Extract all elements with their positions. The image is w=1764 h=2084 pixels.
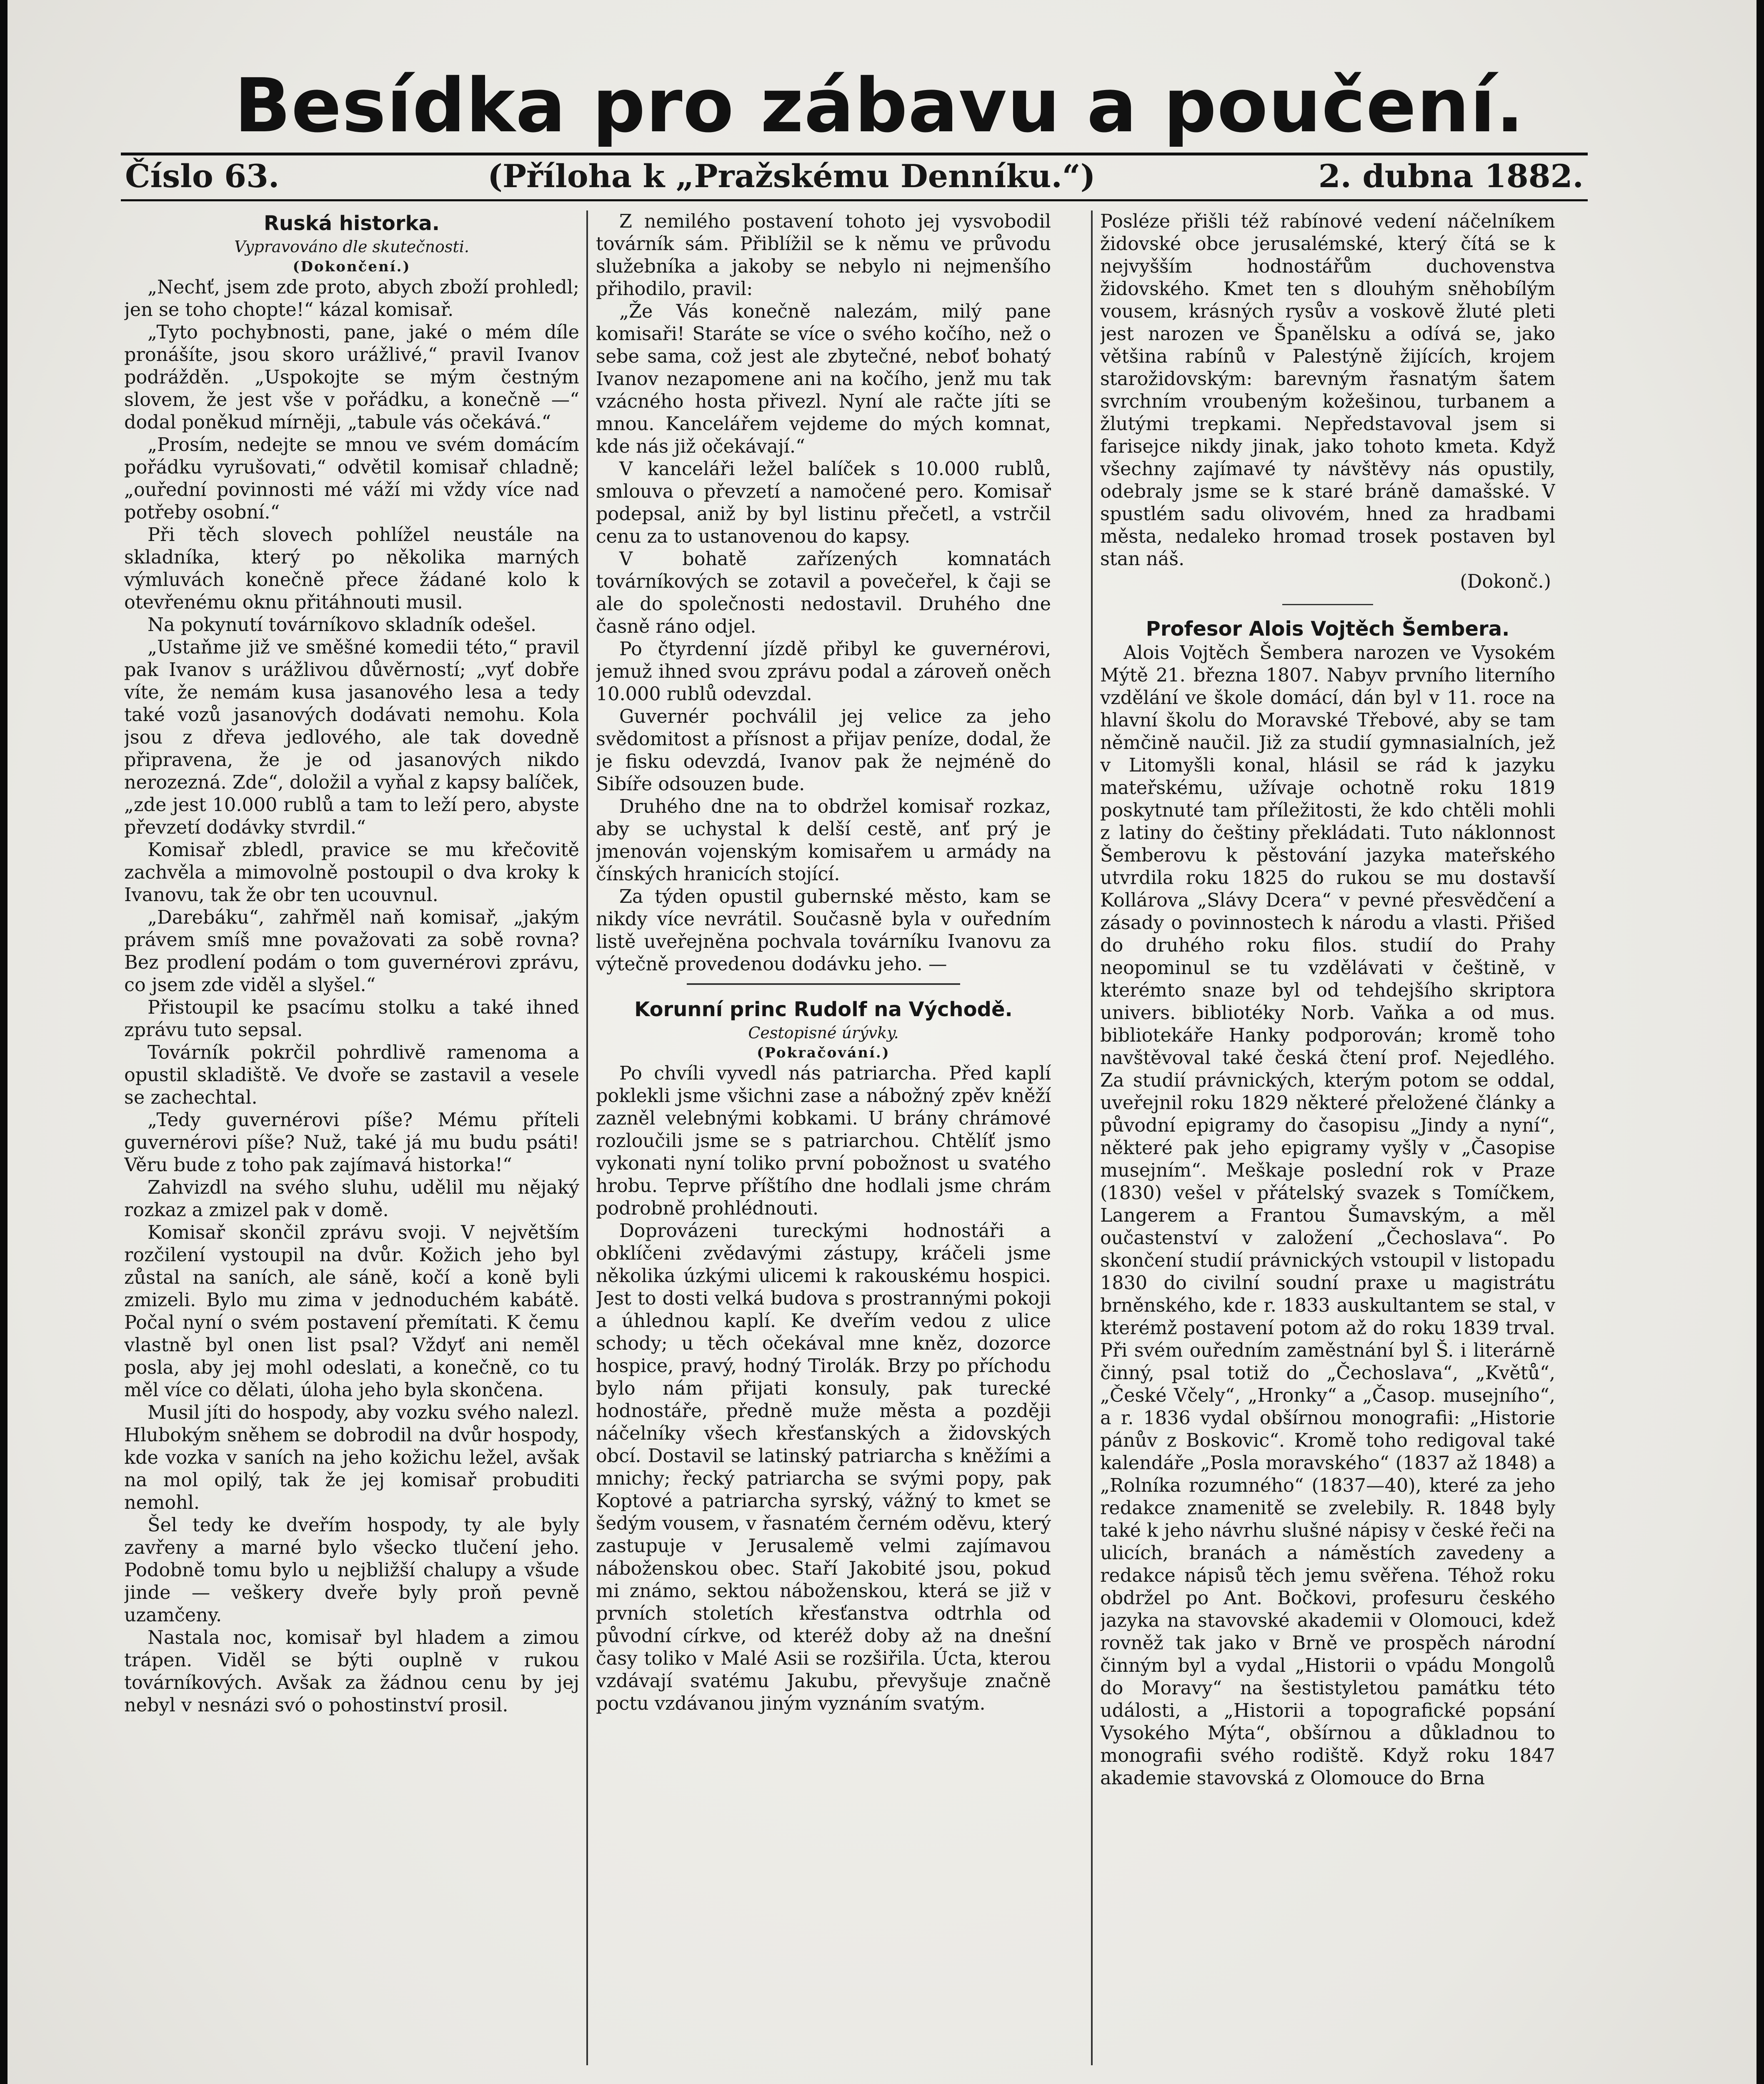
masthead-rule-top xyxy=(121,153,1588,155)
supplement-note: (Příloha k „Pražskému Denníku.“) xyxy=(488,158,1096,195)
article-body xyxy=(1100,642,1555,1790)
paragraph: Při těch slovech pohlížel neustále na skladníka, který po několika marných výmluvách konečně přece žádané kolo k otevřenému oknu přitáhnouti musil. xyxy=(124,524,579,613)
paragraph: „Nechť, jsem zde proto, abych zboží prohledl; jen se toho chopte!“ kázal komisař. xyxy=(124,277,579,321)
paragraph: Na pokynutí továrníkovo skladník odešel. xyxy=(148,614,537,636)
paragraph: V bohatě zařízených komnatách továrníkových se zotavil a povečeřel, k čaji se ale do společnosti nedostavil. Druhého dne časně ráno odjel. xyxy=(596,549,1051,637)
continuation-note: (Dokončení.) xyxy=(293,258,411,275)
end-note: (Dokonč.) xyxy=(1460,571,1551,592)
issue-date: 2. dubna 1882. xyxy=(1318,158,1584,195)
paragraph: Doprovázeni tureckými hodnostáři a obklíčeni zvědavými zástupy, kráčeli jsme několika úzkými ulicemi k rakouskému hospici. Jest to dosti velká budova s prostrannými pokoji a úhlednou kaplí. Ke dveřím vedou z ulice schody; u těch očekával mne kněz, dozorce hospice, pravý, hodný Tirolák. Brzy po příchodu bylo nám přijati konsuly, pak turecké hodnostáře, předně muže města a později náčelníky všech křesťanských a židovských obcí. Dostavil se latinský patriarcha s kněžími a mnichy; řecký patriarcha se svými popy, pak Koptové a patriarcha syrský, vážný to kmet se šedým vousem, v řasnatém černém oděvu, který zastupuje v Jerusalemě velmi zajímavou náboženskou obec. Staří Jakobité jsou, pokud mi známo, sektou náboženskou, která se již v prvních stoletích křesťanstva odtrhla od původní církve, od kteréž doby až na dnešní časy toliko v Malé Asii se rozšiřila. Úcta, kterou vzdávají svatému Jakubu, převyšuje značně poctu vzdávanou jiným vyznáním svatým. xyxy=(596,1220,1051,1714)
article-subtitle: Cestopisné úrývky. xyxy=(748,1024,899,1042)
paragraph: Druhého dne na to obdržel komisař rozkaz, aby se uchystal k delší cestě, anť prý je jmenován vojenským komisařem u armády na čínských hranicích stojící. xyxy=(596,796,1051,885)
column-2 xyxy=(596,210,1051,2061)
issue-number: Číslo 63. xyxy=(125,158,280,195)
article-body-continued xyxy=(596,210,1051,976)
paragraph: Za týden opustil gubernské město, kam se nikdy více nevrátil. Současně byla v ouředním listě uveřejněna pochvala továrníku Ivanovu za výtečně provedenou dodávku jeho. — xyxy=(596,886,1051,975)
column-rule-1 xyxy=(586,210,588,2065)
paragraph: Po chvíli vyvedl nás patriarcha. Před kaplí poklekli jsme všichni zase a nábožný zpěv kněží zazněl velebnými kobkami. U brány chrámové rozloučili jsme se s patriarchou. Chtělíť jsmo vykonati nyní toliko první pobožnost u svatého hrobu. Teprve příštího dne hodlali jsme chrám podrobně prohlédnouti. xyxy=(596,1063,1051,1219)
article-divider xyxy=(1282,604,1373,605)
column-rule-2 xyxy=(1091,210,1093,2065)
masthead-rule-bottom xyxy=(121,199,1588,201)
paragraph: Guvernér pochválil jej velice za jeho svědomitost a přísnost a přijav peníze, dodal, že je fisku odevzdá, Ivanov pak že nejméně do Sibíře odsouzen bude. xyxy=(596,706,1051,795)
article-divider xyxy=(687,983,960,985)
scan-border-left xyxy=(0,0,8,2084)
article-title: Korunní princ Rudolf na Východě. xyxy=(634,998,1013,1021)
paragraph: Alois Vojtěch Šembera narozen ve Vysokém Mýtě 21. března 1807. Nabyv prvního literního vzdělání ve škole domácí, dán byl v 11. roce na hlavní školu do Moravské Třebové, aby se tam němčině naučil. Již za studií gymnasialních, jež v Litomyšli konal, hlásil se rád k jazyku mateřskému, užívaje ochotně roku 1819 poskytnuté tam příležitosti, že kdo chtěli mohli z latiny do češtiny překládati. Tuto náklonnost Šemberovu k pěstování jazyka mateřského utvrdila roku 1825 do rukou se mu dostavší Kollárova „Slávy Dcera“ v pevné přesvědčení a zásady o povinnostech k národu a vlasti. Přišed do druhého roku filos. studií do Prahy neopominul se tu vzdělávati v češtině, v kterémto snaze byl od tehdejšího skriptora univers. bibliotéky Norb. Vaňka a od mus. bibliotekáře Hanky podporován; kromě toho navštěvoval také česká čtení prof. Nejedlého. Za studií právnických, kterým potom se oddal, uveřejnil roku 1829 některé přeložené články a původní epigramy do časopisu „Jindy a nyní“, některé pak jeho epigramy vyšly v „Časopise musejním“. Meškaje poslední rok v Praze (1830) vešel v přátelský svazek s Tomíčkem, Langerem a Frantou Šumavským, a měl oučastenství v založení „Čechoslava“. Po skončení studií právnických vstoupil v listopadu 1830 do civilní soudní praxe u magistrátu brněnského, kde r. 1833 auskultantem se stal, v kterémž postavení potom až do roku 1839 trval. Při svém ouředním zaměstnání byl Š. i literárně činný, psal totiž do „Čechoslava“, „Květů“, „České Včely“, „Hronky“ a „Časop. musejního“, a r. 1836 vydal obšírnou monografii: „Historie pánův z Boskovic“. Kromě toho redigoval také kalendáře „Posla moravského“ (1837 až 1848) a „Rolníka rozumného“ (1837—40), které za jeho redakce znamenitě se zvelebily. R. 1848 byly také k jeho návrhu slušné nápisy v české řeči na ulicích, branách a náměstích zavedeny a redakce nápisů těch jemu svěřena. Téhož roku obdržel po Ant. Bočkovi, profesuru českého jazyka na stavovské akademii v Olomouci, kdež rovněž tak jako v Brně ve prospěch národní činným byl a vydal „Historii o vpádu Mongolů do Moravy“ na šestistyletou památku této události, a „Historii a topografické popsání Vysokého Mýta“, obšírnou a důkladnou to monografii svého rodiště. Když roku 1847 akademie stavovská z Olomouce do Brna xyxy=(1100,642,1555,1789)
masthead-title: Besídka pro zábavu a poučení. xyxy=(234,63,1524,149)
paragraph: Musil jíti do hospody, aby vozku svého nalezl. Hlubokým sněhem se dobrodil na dvůr hospody, kde vozka v saních na jeho kožichu ležel, avšak na mol opilý, tak že jej komisař probuditi nemohl. xyxy=(124,1402,579,1513)
paragraph: „Darebáku“, zahřměl naň komisař, „jakým právem smíš mne považovati za sobě rovna? Bez prodlení podám o tom guvernérovi zprávu, co jsem zde viděl a slyšel.“ xyxy=(124,907,579,996)
paragraph: „Prosím, nedejte se mnou ve svém domácím pořádku vyrušovati,“ odvětil komisař chladně; „ouřední povinnosti mé váží mi vždy více nad potřeby osobní.“ xyxy=(124,434,579,523)
paragraph: Továrník pokrčil pohrdlivě ramenoma a opustil skladiště. Ve dvoře se zastavil a vesele se zachechtal. xyxy=(124,1042,579,1108)
paragraph: Šel tedy ke dveřím hospody, ty ale byly zavřeny a marné bylo všecko tlučení jeho. Podobně tomu bylo u nejbližší chalupy a všude jinde — veškery dveře byly proň pevně uzamčeny. xyxy=(124,1515,579,1626)
article-body xyxy=(596,1062,1051,1715)
article-title: Profesor Alois Vojtěch Šembera. xyxy=(1146,617,1510,641)
paragraph: Komisař skončil zprávu svoji. V největším rozčilení vystoupil na dvůr. Kožich jeho byl zůstal na saních, ale sáně, kočí a koně byli zmizeli. Bylo mu zima v jednoduchém kabátě. Počal nyní o svém postavení přemítati. K čemu vlastně byl onen list psal? Vždyť ani neměl posla, aby jej mohl odeslati, a konečně, co tu měl více co dělati, úloha jeho byla skončena. xyxy=(124,1222,579,1401)
paragraph: Komisař zbledl, pravice se mu křečovitě zachvěla a mimovolně postoupil o dva kroky k Ivanovu, tak že obr ten ucouvnul. xyxy=(124,839,579,906)
paragraph: „Že Vás konečně nalezám, milý pane komisaři! Staráte se více o svého kočího, než o sebe sama, což jest ale zbytečné, neboť bohatý Ivanov nezapomene ani na kočího, jenž mu tak vzácného hosta přivezl. Nyní ale račte jíti se mnou. Kancelářem vejdeme do mých komnat, kde nás již očekávají.“ xyxy=(596,301,1051,457)
paragraph: Nastala noc, komisař byl hladem a zimou trápen. Viděl se býti ouplně v rukou továrníkových. Avšak za žádnou cenu by jej nebyl v nesnázi svó o pohostinství prosil. xyxy=(124,1627,579,1716)
paragraph: Po čtyrdenní jízdě přibyl ke guvernérovi, jemuž ihned svou zprávu podal a zároveň oněch 10.000 rublů odevzdal. xyxy=(596,639,1051,705)
column-1 xyxy=(124,210,579,2061)
article-body xyxy=(124,276,579,1717)
paragraph: „Ustaňme již ve směšné komedii této,“ pravil pak Ivanov s urážlivou důvěrností; „vyť dobře víte, že nemám kusa jasanového lesa a tedy také vozů jasanových dodávati nemohu. Kola jsou z dřeva jedlového, ale tak dovedně připravena, že je od jasanových nikdo nerozezná. Zde“, doložil a vyňal z kapsy balíček, „zde jest 10.000 rublů a tam to leží pero, abyste převzetí dodávky stvrdil.“ xyxy=(124,637,579,838)
column-3 xyxy=(1100,210,1555,2061)
paragraph: Zahvizdl na svého sluhu, udělil mu nějaký rozkaz a zmizel pak v domě. xyxy=(124,1177,579,1221)
article-title: Ruská historka. xyxy=(263,212,440,235)
paragraph: Posléze přišli též rabínové vedení náčelníkem židovské obce jerusalémské, který čítá se k nejvyšším hodnostářům duchovenstva židovského. Kmet ten s dlouhým sněhobílým vousem, krásných rysův a voskově žluté pleti jest narozen ve Španělsku a odívá se, jako většina rabínů v Palestýně žijících, krojem starožidovským: barevným řasnatým šatem svrchním vroubeným kožešinou, turbanem a žlutými trepkami. Nepředstavoval jsem si farisejce nikdy jinak, jako tohoto kmeta. Když všechny zajímavé ty návštěvy nás opustily, odebraly jsme se k staré bráně damašské. V spustlém sadu olivovém, hned za hradbami města, nedaleko hromad trosek postaven byl stan náš. xyxy=(1100,211,1555,570)
paragraph: „Tyto pochybnosti, pane, jaké o mém díle pronášíte, jsou skoro urážlivé,“ pravil Ivanov podrážděn. „Uspokojte se mým čestným slovem, že jest vše v pořádku, a konečně —“ dodal poněkud mírněji, „tabule vás očekává.“ xyxy=(124,322,579,433)
scan-border-right xyxy=(1756,0,1764,2084)
article-subtitle: Vypravováno dle skutečnosti. xyxy=(234,238,469,256)
paragraph: „Tedy guvernérovi píše? Mému příteli guvernérovi píše? Nuž, také já mu budu psáti! Věru bude z toho pak zajímavá historka!“ xyxy=(124,1110,579,1176)
issue-line xyxy=(125,158,1584,197)
paragraph: Z nemilého postavení tohoto jej vysvobodil továrník sám. Přiblížil se k němu ve průvodu služebníka a jakoby se nebylo ni nejmenšího přihodilo, pravil: xyxy=(596,211,1051,300)
continuation-note: (Pokračování.) xyxy=(757,1045,890,1061)
paragraph: Přistoupil ke psacímu stolku a také ihned zprávu tuto sepsal. xyxy=(124,997,579,1041)
paragraph: V kanceláři ležel balíček s 10.000 rublů, smlouva o převzetí a namočené pero. Komisař podepsal, aniž by byl listinu přečetl, a vstrčil cenu za to ustanovenou do kapsy. xyxy=(596,458,1051,547)
